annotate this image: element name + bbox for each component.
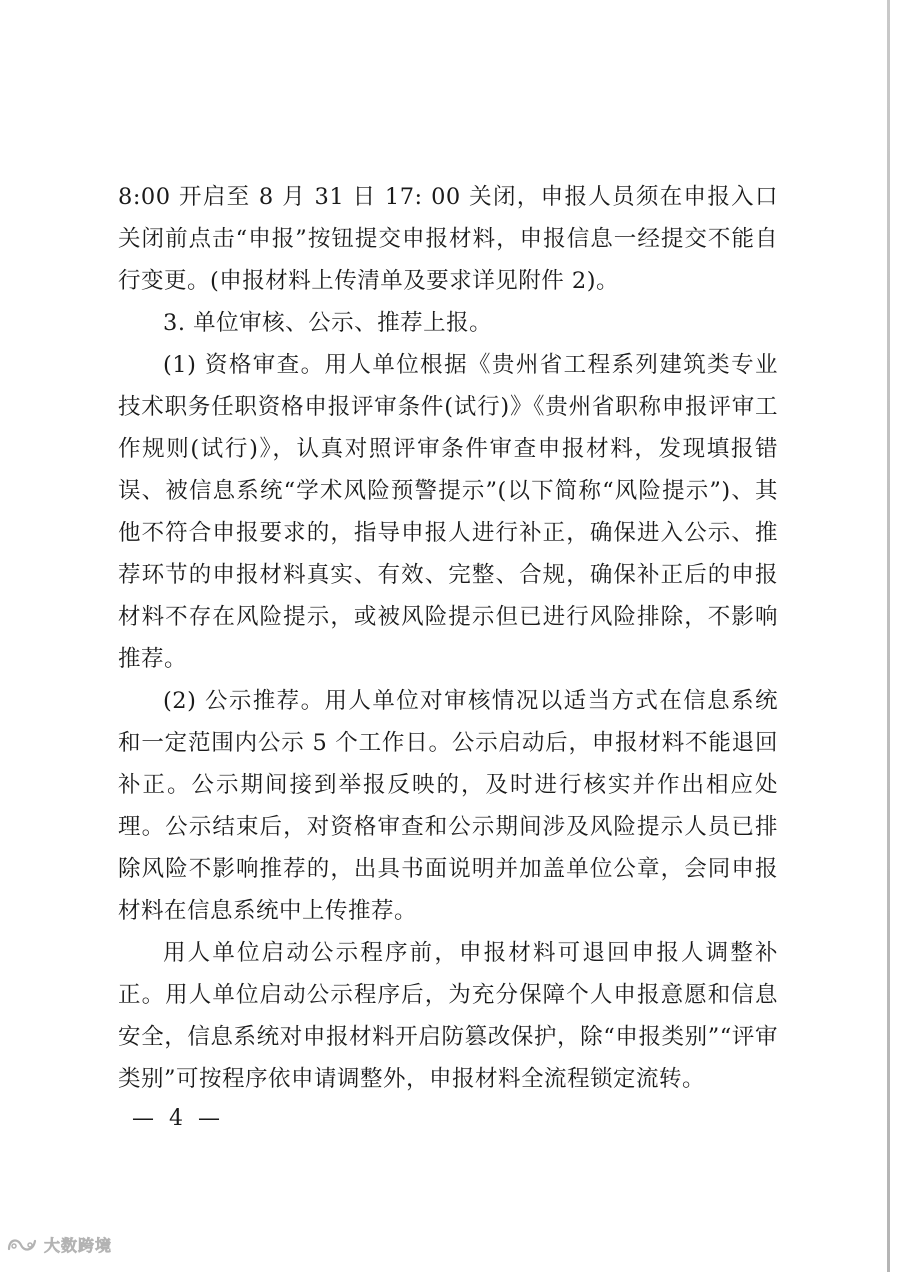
paragraph-submission-deadline: 8:00 开启至 8 月 31 日 17: 00 关闭，申报人员须在申报入口关闭前点击“申报”按钮提交申报材料，申报信息一经提交不能自行变更。(申报材料上传清单及要求详见附件 2)。 <box>118 184 778 294</box>
paragraph-tamper-protection: 用人单位启动公示程序前，申报材料可退回申报人调整补正。用人单位启动公示程序后，为充分保障个人申报意愿和信息安全，信息系统对申报材料开启防篡改保护，除“申报类别”“评审类别”可按程序依申请调整外，申报材料全流程锁定流转。 <box>118 940 778 1092</box>
watermark-text: 大数跨境 <box>44 1236 113 1255</box>
page-number: — 4 — <box>132 1106 224 1131</box>
watermark <box>6 1233 112 1256</box>
paragraph-public-notice: (2) 公示推荐。用人单位对审核情况以适当方式在信息系统和一定范围内公示 5 个工作日。公示启动后，申报材料不能退回补正。公示期间接到举报反映的，及时进行核实并作出相应处理。公示结束后，对资格审查和公示期间涉及风险提示人员已排除风险不影响推荐的，出具书面说明并加盖单位公章，会同申报材料在信息系统中上传推荐。 <box>118 688 778 924</box>
paragraph-section-heading: 3. 单位审核、公示、推荐上报。 <box>163 310 493 336</box>
document-body <box>118 176 778 1100</box>
page-edge-line <box>887 0 890 1272</box>
paragraph-qualification-review: (1) 资格审查。用人单位根据《贵州省工程系列建筑类专业技术职务任职资格申报评审条件(试行)》《贵州省职称申报评审工作规则(试行)》，认真对照评审条件审查申报材料，发现填报错误、被信息系统“学术风险预警提示”(以下简称“风险提示”)、其他不符合申报要求的，指导申报人进行补正，确保进入公示、推荐环节的申报材料真实、有效、完整、合规，确保补正后的申报材料不存在风险提示，或被风险提示但已进行风险排除，不影响推荐。 <box>118 352 778 672</box>
brand-logo-icon <box>6 1235 40 1255</box>
